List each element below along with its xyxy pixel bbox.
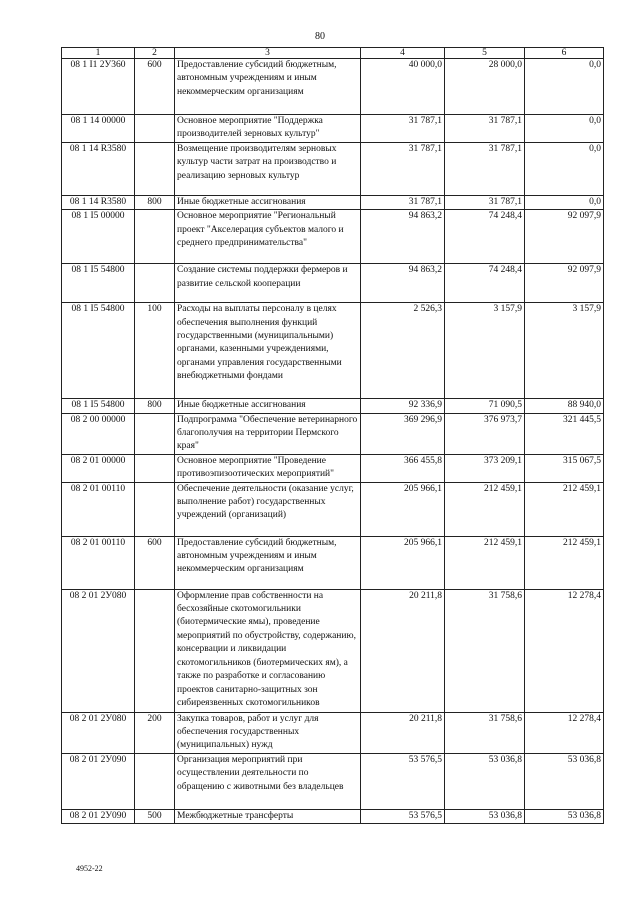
table-row: [62, 115, 604, 143]
amount-col5: 212 459,1: [445, 536, 525, 589]
table-row: [62, 210, 604, 264]
expense-type: [135, 413, 175, 454]
amount-col4: 40 000,0: [361, 59, 445, 115]
expense-type: 100: [135, 303, 175, 399]
table-row: [62, 753, 604, 809]
budget-code: 08 2 01 2У080: [62, 589, 135, 712]
amount-col6: 0,0: [525, 59, 604, 115]
amount-col5: 53 036,8: [445, 753, 525, 809]
item-name: Основное мероприятие "Поддержка производителей зерновых культур": [175, 115, 361, 143]
budget-code: 08 1 14 R3580: [62, 195, 135, 209]
table-row: [62, 482, 604, 536]
budget-table: [61, 47, 604, 824]
budget-code: 08 1 I1 2У360: [62, 59, 135, 115]
budget-code: 08 1 I5 54800: [62, 303, 135, 399]
table-row: [62, 264, 604, 303]
amount-col6: 53 036,8: [525, 809, 604, 823]
expense-type: [135, 482, 175, 536]
amount-col4: 92 336,9: [361, 399, 445, 413]
budget-code: 08 2 01 2У090: [62, 753, 135, 809]
item-name: Расходы на выплаты персоналу в целях обеспечения выполнения функций государственными (муниципальными) органами, казенными учреждениями, органами управления государственными внебюджетными фондами: [175, 303, 361, 399]
column-header: 2: [135, 48, 175, 59]
amount-col6: 92 097,9: [525, 210, 604, 264]
column-header: 6: [525, 48, 604, 59]
item-name: Основное мероприятие "Проведение противоэпизоотических мероприятий": [175, 454, 361, 482]
table-row: [62, 809, 604, 823]
item-name: Закупка товаров, работ и услуг для обеспечения государственных (муниципальных) нужд: [175, 712, 361, 753]
amount-col4: 20 211,8: [361, 712, 445, 753]
budget-code: 08 1 I5 54800: [62, 399, 135, 413]
table-row: [62, 589, 604, 712]
amount-col5: 31 758,6: [445, 712, 525, 753]
item-name: Обеспечение деятельности (оказание услуг, выполнение работ) государственных учреждений (организаций): [175, 482, 361, 536]
expense-type: 800: [135, 195, 175, 209]
budget-code: 08 2 01 2У080: [62, 712, 135, 753]
budget-code: 08 1 14 00000: [62, 115, 135, 143]
expense-type: [135, 210, 175, 264]
table-row: [62, 142, 604, 195]
item-name: Оформление прав собственности на бесхозяйные скотомогильники (биотермические ямы), проведение мероприятий по обустройству, содержанию, консервации и ликвидации скотомогильников (биотермических ям), а также по разработке и согласованию проектов санитарно-защитных зон сибиреязвенных скотомогильников: [175, 589, 361, 712]
amount-col6: 321 445,5: [525, 413, 604, 454]
table-row: [62, 413, 604, 454]
amount-col6: 12 278,4: [525, 712, 604, 753]
amount-col5: 3 157,9: [445, 303, 525, 399]
amount-col6: 212 459,1: [525, 536, 604, 589]
item-name: Основное мероприятие "Региональный проект "Акселерация субъектов малого и среднего предпринимательства": [175, 210, 361, 264]
amount-col6: 0,0: [525, 195, 604, 209]
amount-col4: 205 966,1: [361, 536, 445, 589]
header-row: [62, 48, 604, 59]
item-name: Предоставление субсидий бюджетным, автономным учреждениям и иным некоммерческим организациям: [175, 536, 361, 589]
expense-type: [135, 454, 175, 482]
budget-code: 08 1 14 R3580: [62, 142, 135, 195]
amount-col5: 53 036,8: [445, 809, 525, 823]
expense-type: [135, 115, 175, 143]
amount-col6: 88 940,0: [525, 399, 604, 413]
expense-type: [135, 264, 175, 303]
budget-code: 08 2 01 2У090: [62, 809, 135, 823]
amount-col5: 74 248,4: [445, 210, 525, 264]
amount-col6: 315 067,5: [525, 454, 604, 482]
expense-type: 600: [135, 536, 175, 589]
amount-col6: 53 036,8: [525, 753, 604, 809]
budget-code: 08 2 00 00000: [62, 413, 135, 454]
amount-col4: 366 455,8: [361, 454, 445, 482]
amount-col4: 31 787,1: [361, 115, 445, 143]
amount-col5: 28 000,0: [445, 59, 525, 115]
amount-col4: 205 966,1: [361, 482, 445, 536]
budget-code: 08 2 01 00110: [62, 482, 135, 536]
amount-col6: 0,0: [525, 142, 604, 195]
table-row: [62, 712, 604, 753]
expense-type: [135, 753, 175, 809]
item-name: Возмещение производителям зерновых культур части затрат на производство и реализацию зерновых культур: [175, 142, 361, 195]
item-name: Межбюджетные трансферты: [175, 809, 361, 823]
amount-col4: 94 863,2: [361, 210, 445, 264]
amount-col6: 0,0: [525, 115, 604, 143]
amount-col5: 376 973,7: [445, 413, 525, 454]
amount-col4: 31 787,1: [361, 142, 445, 195]
item-name: Организация мероприятий при осуществлении деятельности по обращению с животными без владельцев: [175, 753, 361, 809]
item-name: Создание системы поддержки фермеров и развитие сельской кооперации: [175, 264, 361, 303]
budget-code: 08 2 01 00000: [62, 454, 135, 482]
amount-col5: 31 787,1: [445, 195, 525, 209]
budget-code: 08 1 I5 54800: [62, 264, 135, 303]
expense-type: [135, 589, 175, 712]
item-name: Предоставление субсидий бюджетным, автономным учреждениям и иным некоммерческим организациям: [175, 59, 361, 115]
table-row: [62, 59, 604, 115]
amount-col4: 20 211,8: [361, 589, 445, 712]
table-row: [62, 303, 604, 399]
amount-col5: 71 090,5: [445, 399, 525, 413]
amount-col5: 31 787,1: [445, 115, 525, 143]
amount-col5: 212 459,1: [445, 482, 525, 536]
expense-type: 800: [135, 399, 175, 413]
column-header: 5: [445, 48, 525, 59]
amount-col4: 31 787,1: [361, 195, 445, 209]
table-row: [62, 399, 604, 413]
amount-col4: 369 296,9: [361, 413, 445, 454]
amount-col6: 12 278,4: [525, 589, 604, 712]
amount-col5: 74 248,4: [445, 264, 525, 303]
amount-col6: 212 459,1: [525, 482, 604, 536]
column-header: 1: [62, 48, 135, 59]
amount-col6: 3 157,9: [525, 303, 604, 399]
item-name: Иные бюджетные ассигнования: [175, 399, 361, 413]
expense-type: 200: [135, 712, 175, 753]
column-header: 4: [361, 48, 445, 59]
amount-col4: 94 863,2: [361, 264, 445, 303]
expense-type: 500: [135, 809, 175, 823]
item-name: Иные бюджетные ассигнования: [175, 195, 361, 209]
budget-code: 08 1 I5 00000: [62, 210, 135, 264]
page-number: 80: [315, 31, 325, 42]
amount-col5: 31 787,1: [445, 142, 525, 195]
amount-col6: 92 097,9: [525, 264, 604, 303]
amount-col4: 2 526,3: [361, 303, 445, 399]
amount-col5: 31 758,6: [445, 589, 525, 712]
document-code: 4952-22: [76, 864, 103, 873]
amount-col4: 53 576,5: [361, 809, 445, 823]
expense-type: [135, 142, 175, 195]
budget-code: 08 2 01 00110: [62, 536, 135, 589]
table-row: [62, 195, 604, 209]
item-name: Подпрограмма "Обеспечение ветеринарного благополучия на территории Пермского края": [175, 413, 361, 454]
table-row: [62, 536, 604, 589]
table-row: [62, 454, 604, 482]
expense-type: 600: [135, 59, 175, 115]
amount-col5: 373 209,1: [445, 454, 525, 482]
amount-col4: 53 576,5: [361, 753, 445, 809]
column-header: 3: [175, 48, 361, 59]
